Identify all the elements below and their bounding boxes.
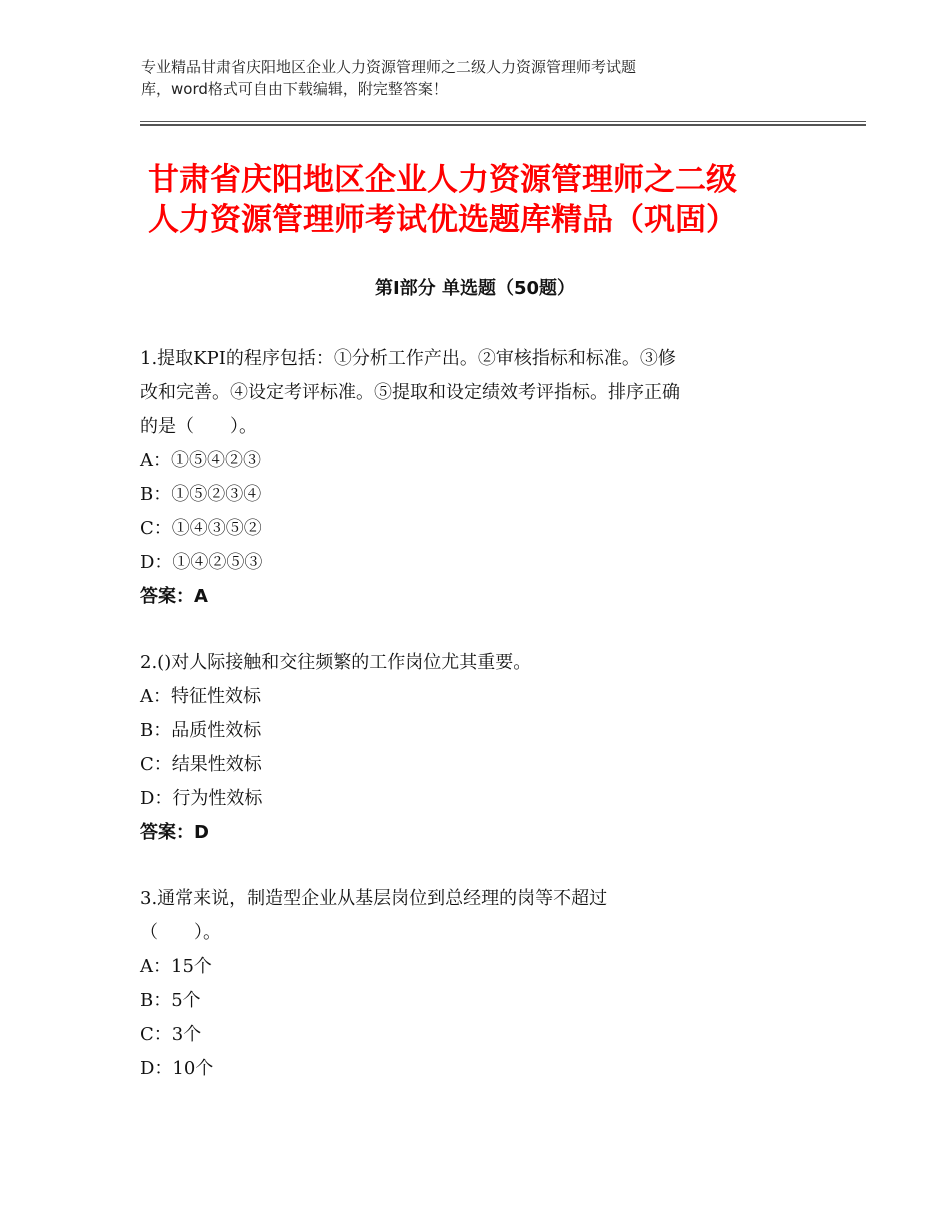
header-divider (140, 121, 866, 122)
option-c: C：3个 (140, 1024, 202, 1045)
option-b: B：品质性效标 (140, 720, 262, 741)
option-c: C：①④③⑤② (140, 518, 262, 539)
document-title-line: 人力资源管理师考试优选题库精品（巩固） (148, 202, 737, 238)
answer: 答案：A (140, 586, 208, 607)
question-3 (140, 882, 820, 1086)
option-d: D：10个 (140, 1058, 214, 1079)
header-note-line: 库，word格式可自由下载编辑，附完整答案！ (141, 80, 448, 98)
option-b: B：5个 (140, 990, 201, 1011)
question-2 (140, 646, 820, 850)
document-title-line: 甘肃省庆阳地区企业人力资源管理师之二级 (148, 162, 737, 198)
option-b: B：①⑤②③④ (140, 484, 262, 505)
question-text: （ ）。 (140, 922, 221, 943)
answer: 答案：D (140, 822, 209, 843)
header-note-line: 专业精品甘肃省庆阳地区企业人力资源管理师之二级人力资源管理师考试题 (141, 58, 637, 76)
option-a: A：15个 (140, 956, 212, 977)
question-1 (140, 342, 820, 614)
option-d: D：行为性效标 (140, 788, 263, 809)
header-divider (140, 124, 866, 126)
question-text: 2.()对人际接触和交往频繁的工作岗位尤其重要。 (140, 652, 532, 673)
option-a: A：特征性效标 (140, 686, 261, 707)
question-text: 的是（ ）。 (140, 416, 257, 437)
header-note (141, 56, 781, 100)
question-list (140, 342, 820, 1118)
question-text: 1.提取KPI的程序包括：①分析工作产出。②审核指标和标准。③修 (140, 348, 676, 369)
question-text: 改和完善。④设定考评标准。⑤提取和设定绩效考评指标。排序正确 (140, 382, 680, 403)
option-c: C：结果性效标 (140, 754, 262, 775)
option-a: A：①⑤④②③ (140, 450, 261, 471)
section-heading: 第Ⅰ部分 单选题（50题） (374, 278, 575, 299)
question-text: 3.通常来说，制造型企业从基层岗位到总经理的岗等不超过 (140, 888, 608, 909)
document-title (148, 160, 848, 240)
option-d: D：①④②⑤③ (140, 552, 263, 573)
